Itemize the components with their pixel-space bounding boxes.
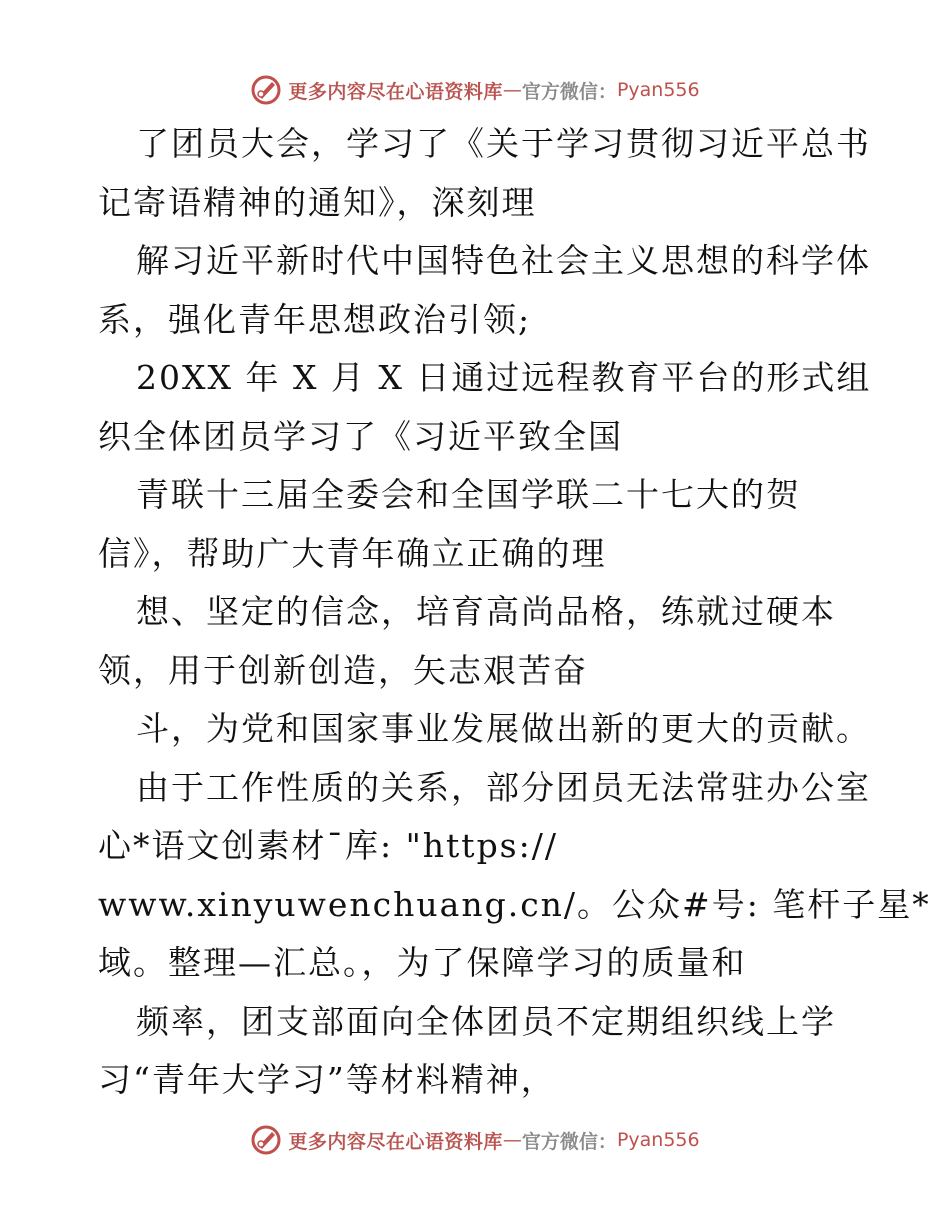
- text-line: 信》，帮助广大青年确立正确的理: [98, 533, 607, 573]
- text-line: 想、坚定的信念，培育高尚品格，练就过硬本: [136, 592, 836, 631]
- footer-site-name: 更多内容尽在心语资料库: [288, 1130, 503, 1153]
- text-line: 由于工作性质的关系，部分团员无法常驻办公室: [136, 767, 871, 807]
- text-line: 青联十三届全委会和全国学联二十七大的贺: [136, 475, 801, 514]
- text-line: 习“青年大学习”等材料精神，: [98, 1060, 556, 1099]
- text-line: 斗，为党和国家事业发展做出新的更大的贡献。: [136, 709, 871, 748]
- document-body: [98, 115, 931, 1110]
- text-line: www.xinyuwenchuang.cn/。公众#号: 笔杆子星*: [98, 884, 931, 924]
- text-line: 心*语文创素材¯库: "https://: [98, 826, 558, 865]
- brand-logo-icon: [250, 1124, 282, 1156]
- header-banner: [0, 70, 950, 110]
- text-line: 域。整理—汇总。，为了保障学习的质量和: [98, 943, 747, 982]
- header-site-name: 更多内容尽在心语资料库: [288, 80, 503, 103]
- footer-wechat-id: Pyan556: [616, 1129, 700, 1151]
- footer-wechat-label: 官方微信：: [521, 1130, 617, 1153]
- text-line: 了团员大会，学习了《关于学习贯彻习近平总书: [136, 124, 871, 163]
- text-line: 系，强化青年思想政治引领;: [98, 299, 532, 339]
- footer-separator: —: [502, 1129, 522, 1151]
- header-wechat-id: Pyan556: [616, 79, 700, 101]
- text-line: 织全体团员学习了《习近平致全国: [98, 416, 623, 456]
- header-separator: —: [502, 79, 522, 101]
- text-line: 20XX 年 X 月 X 日通过远程教育平台的形式组: [136, 358, 872, 397]
- brand-logo-icon: [250, 74, 282, 106]
- text-line: 领，用于创新创造，矢志艰苦奋: [98, 650, 588, 690]
- text-line: 频率，团支部面向全体团员不定期组织线上学: [136, 1001, 836, 1041]
- text-line: 解习近平新时代中国特色社会主义思想的科学体: [136, 241, 871, 280]
- header-wechat-label: 官方微信：: [521, 80, 617, 103]
- text-line: 记寄语精神的通知》，深刻理: [98, 182, 537, 222]
- footer-banner: [0, 1120, 950, 1160]
